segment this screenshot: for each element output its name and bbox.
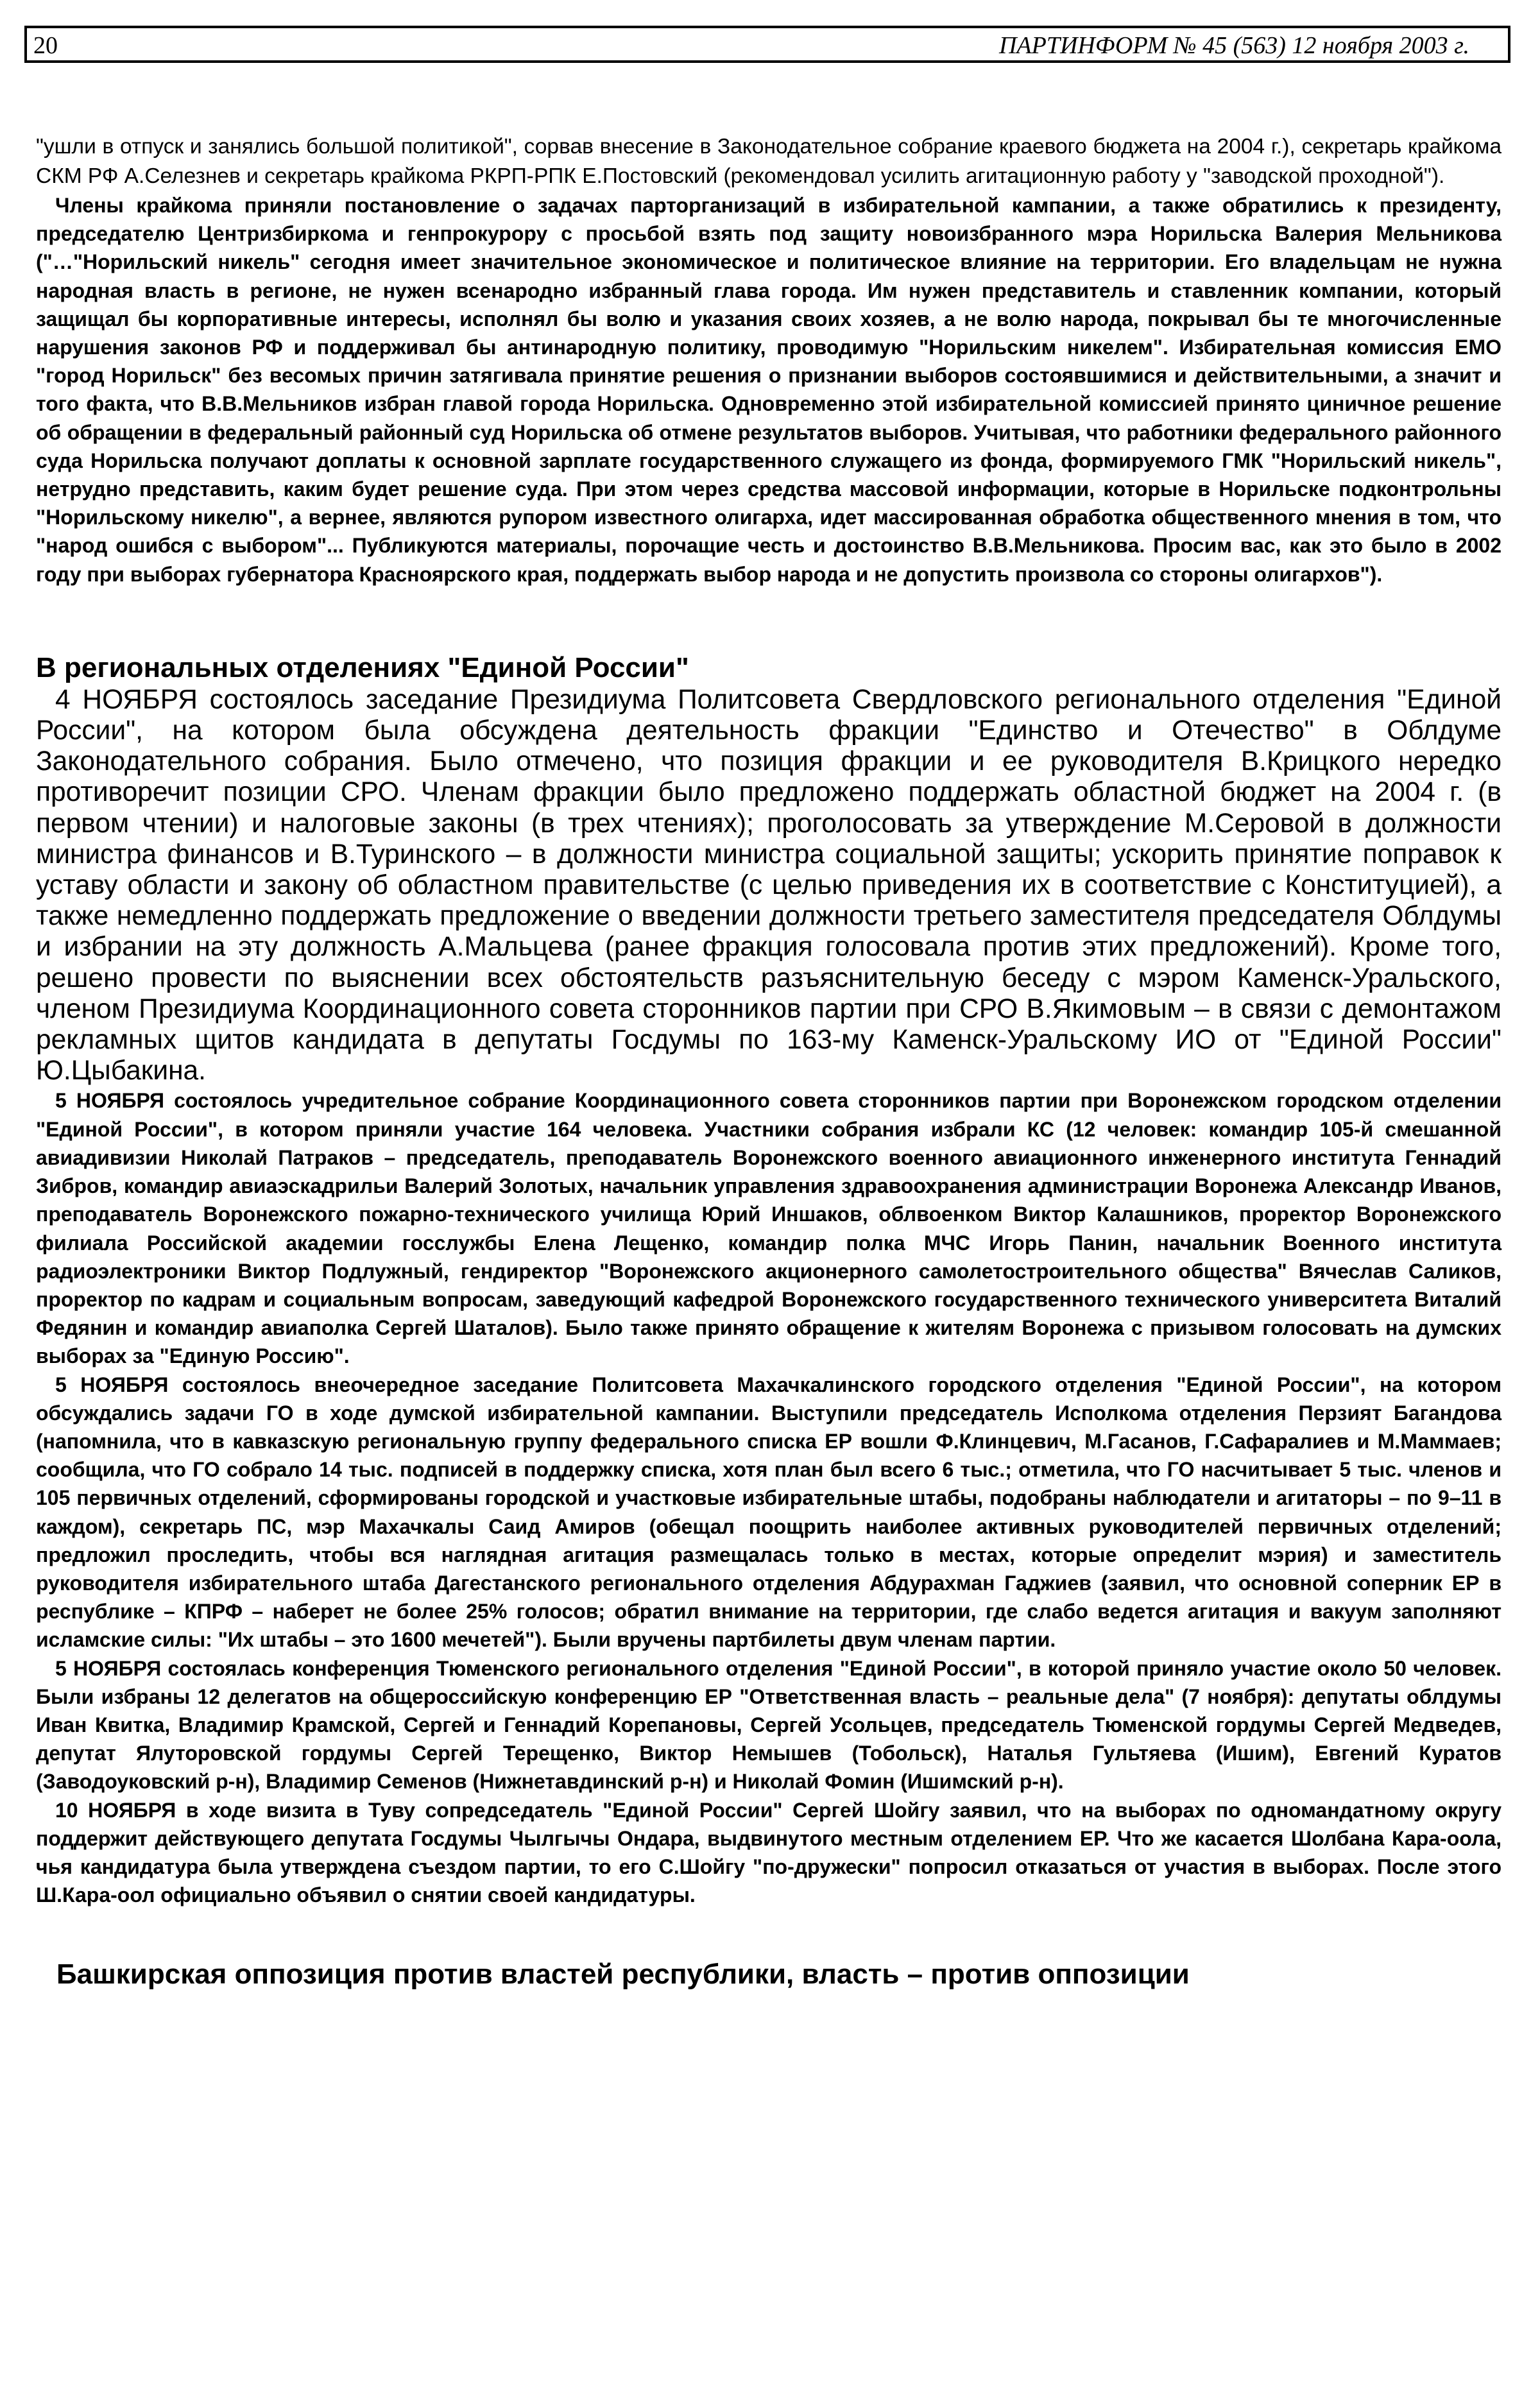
section1-paragraph-2: 5 НОЯБРЯ состоялось учредительное собрание Координационного совета сторонников партии при Воронежском городском отделении "Единой России", в котором приняли участие 164 человека. Участники собрания избрали КС (12 человек: командир 105-й смешанной авиадивизии Николай Патраков – председатель, преподаватель Воронежского военного авиационного инженерного института Геннадий Зибров, командир авиаэскадрильи Валерий Золотых, начальник управления здравоохранения администрации Воронежа Александр Иванов, преподаватель Воронежского пожарно-технического училища Юрий Иншаков, облвоенком Виктор Калашников, проректор Воронежского филиала Российской академии госслужбы Елена Лещенко, командир полка МЧС Игорь Панин, начальник Военного института радиоэлектроники Виктор Подлужный, гендиректор "Воронежского акционерного самолетостроительного общества" Вячеслав Саликов, проректор по кадрам и социальным вопросам, заведующий кафедрой Воронежского государственного технического университета Виталий Федянин и командир авиаполка Сергей Шаталов). Было также принято обращение к жителям Воронежа с призывом голосовать на думских выборах за "Единую Россию". xyxy=(36,1089,1502,1368)
section1-paragraph-3: 5 НОЯБРЯ состоялось внеочередное заседание Политсовета Махачкалинского городского отделения "Единой России", на котором обсуждались задачи ГО в ходе думской избирательной кампании. Выступили председатель Исполкома отделения Перзият Багандова (напомнила, что в кавказскую региональную группу федерального списка ЕР вошли Ф.Клинцевич, М.Гасанов, Г.Сафаралиев и М.Маммаев; сообщила, что ГО собрало 14 тыс. подписей в поддержку списка, хотя план был всего 6 тыс.; отметила, что ГО насчитывает 5 тыс. членов и 105 первичных отделений, сформированы городской и участковые избирательные штабы, подобраны наблюдатели и агитаторы – по 9–11 в каждом), секретарь ПС, мэр Махачкалы Саид Амиров (обещал поощрить наиболее активных руководителей первичных отделений; предложил проследить, чтобы вся наглядная агитация размещалась только в местах, которые определит мэрия) и заместитель руководителя избирательного штаба Дагестанского регионального отделения Абдурахман Гаджиев (заявил, что основной соперник ЕР в республике – КПРФ – наберет не более 25% голосов; обратил внимание на территории, где слабо ведется агитация и вакуум заполняют исламские силы: "Их штабы – это 1600 мечетей"). Были вручены партбилеты двум членам партии. xyxy=(36,1373,1502,1652)
section1-paragraph-5: 10 НОЯБРЯ в ходе визита в Туву сопредседатель "Единой России" Сергей Шойгу заявил, что на выборах по одномандатному округу поддержит действующего депутата Госдумы Чылгычы Ондара, выдвинутого местным отделением ЕР. Что же касается Шолбана Кара-оола, чья кандидатура была утверждена съездом партии, то его С.Шойгу "по-дружески" попросил отказаться от участия в выборах. После этого Ш.Кара-оол официально объявил о снятии своей кандидатуры. xyxy=(36,1798,1502,1907)
section-title-united-russia: В региональных отделениях "Единой России" xyxy=(36,651,689,683)
section1-paragraph-4: 5 НОЯБРЯ состоялась конференция Тюменского регионального отделения "Единой России", в которой приняло участие около 50 человек. Были избраны 12 делегатов на общероссийскую конференцию ЕР "Ответственная власть – реальные дела" (7 ноября): депутаты облдумы Иван Квитка, Владимир Крамской, Сергей и Геннадий Корепановы, Сергей Усольцев, председатель Тюменской гордумы Сергей Медведев, депутат Ялуторовской гордумы Сергей Терещенко, Виктор Немышев (Тобольск), Наталья Гультяева (Ишим), Евгений Куратов (Заводоуковский р-н), Владимир Семенов (Нижнетавдинский р-н) и Николай Фомин (Ишимский р-н). xyxy=(36,1656,1502,1794)
section1-paragraph-1: 4 НОЯБРЯ состоялось заседание Президиума Политсовета Свердловского регионального отделения "Единой России", на котором была обсуждена деятельность фракции "Единство и Отечество" в Облдуме Законодательного собрания. Было отмечено, что позиция фракции и ее руководителя В.Крицкого нередко противоречит позиции СРО. Членам фракции было предложено поддержать областной бюджет на 2004 г. (в первом чтении) и налоговые законы (в трех чтениях); проголосовать за утверждение М.Серовой в должности министра финансов и В.Туринского – в должности министра социальной защиты; ускорить принятие поправок к уставу области и закону об областном правительстве (с целью приведения их в соответствие с Конституцией), а также немедленно поддержать предложение о введении должности третьего заместителя председателя Облдумы и избрании на эту должность А.Мальцева (ранее фракция голосовала против этих предложений). Кроме того, решено провести по выяснении всех обстоятельств разъяснительную беседу с мэром Каменск-Уральского, членом Президиума Координационного совета сторонников партии при СРО В.Якимовым – в связи с демонтажом рекламных щитов кандидата в депутаты Госдумы по 163-му Каменск-Уральскому ИО от "Единой России" Ю.Цыбакина. xyxy=(36,684,1502,1086)
intro-paragraph-1: "ушли в отпуск и занялись большой политикой", сорвав внесение в Законодательное собрание краевого бюджета на 2004 г.), секретарь крайкома СКМ РФ А.Селезнев и секретарь крайкома РКРП-РПК Е.Постовский (рекомендовал усилить агитационную работу у "заводской проходной"). xyxy=(36,135,1502,188)
section-title-bashkir-opposition: Башкирская оппозиция против властей республики, власть – против оппозиции xyxy=(56,1958,1190,1991)
page-header xyxy=(24,26,1510,63)
intro-paragraph-2: Члены крайкома приняли постановление о задачах парторганизаций в избирательной кампании, а также обратились к президенту, председателю Центризбиркома и генпрокурору с просьбой взять под защиту новоизбранного мэра Норильска Валерия Мельникова ("…"Норильский никель" сегодня имеет значительное экономическое и политическое влияние на территории. Его владельцам не нужна народная власть в регионе, не нужен всенародно избранный глава города. Им нужен представитель и ставленник компании, который защищал бы корпоративные интересы, исполнял бы волю и указания своих хозяев, а не волю народа, покрывал бы те многочисленные нарушения законов РФ и поддерживал бы антинародную политику, проводимую "Норильским никелем". Избирательная комиссия ЕМО "город Норильск" без весомых причин затягивала принятие решения о признании выборов состоявшимися и действительными, а значит и того факта, что В.В.Мельников избран главой города Норильска. Одновременно этой избирательной комиссией принято циничное решение об обращении в федеральный районный суд Норильска об отмене результатов выборов. Учитывая, что работники федерального районного суда Норильска получают доплаты к основной зарплате государственного служащего из фонда, формируемого ГМК "Норильский никель", нетрудно представить, каким будет решение суда. При этом через средства массовой информации, которые в Норильске подконтрольны "Норильскому никелю", а вернее, являются рупором известного олигарха, идет массированная обработка общественного мнения в том, что "народ ошибся с выбором"... Публикуются материалы, порочащие честь и достоинство В.В.Мельникова. Просим вас, как это было в 2002 году при выборах губернатора Красноярского края, поддержать выбор народа и не допустить произвола со стороны олигархов"). xyxy=(36,194,1502,586)
page-number: 20 xyxy=(33,32,58,59)
publication-info: ПАРТИНФОРМ № 45 (563) 12 ноября 2003 г. xyxy=(998,32,1469,59)
article-content xyxy=(36,132,1502,1991)
